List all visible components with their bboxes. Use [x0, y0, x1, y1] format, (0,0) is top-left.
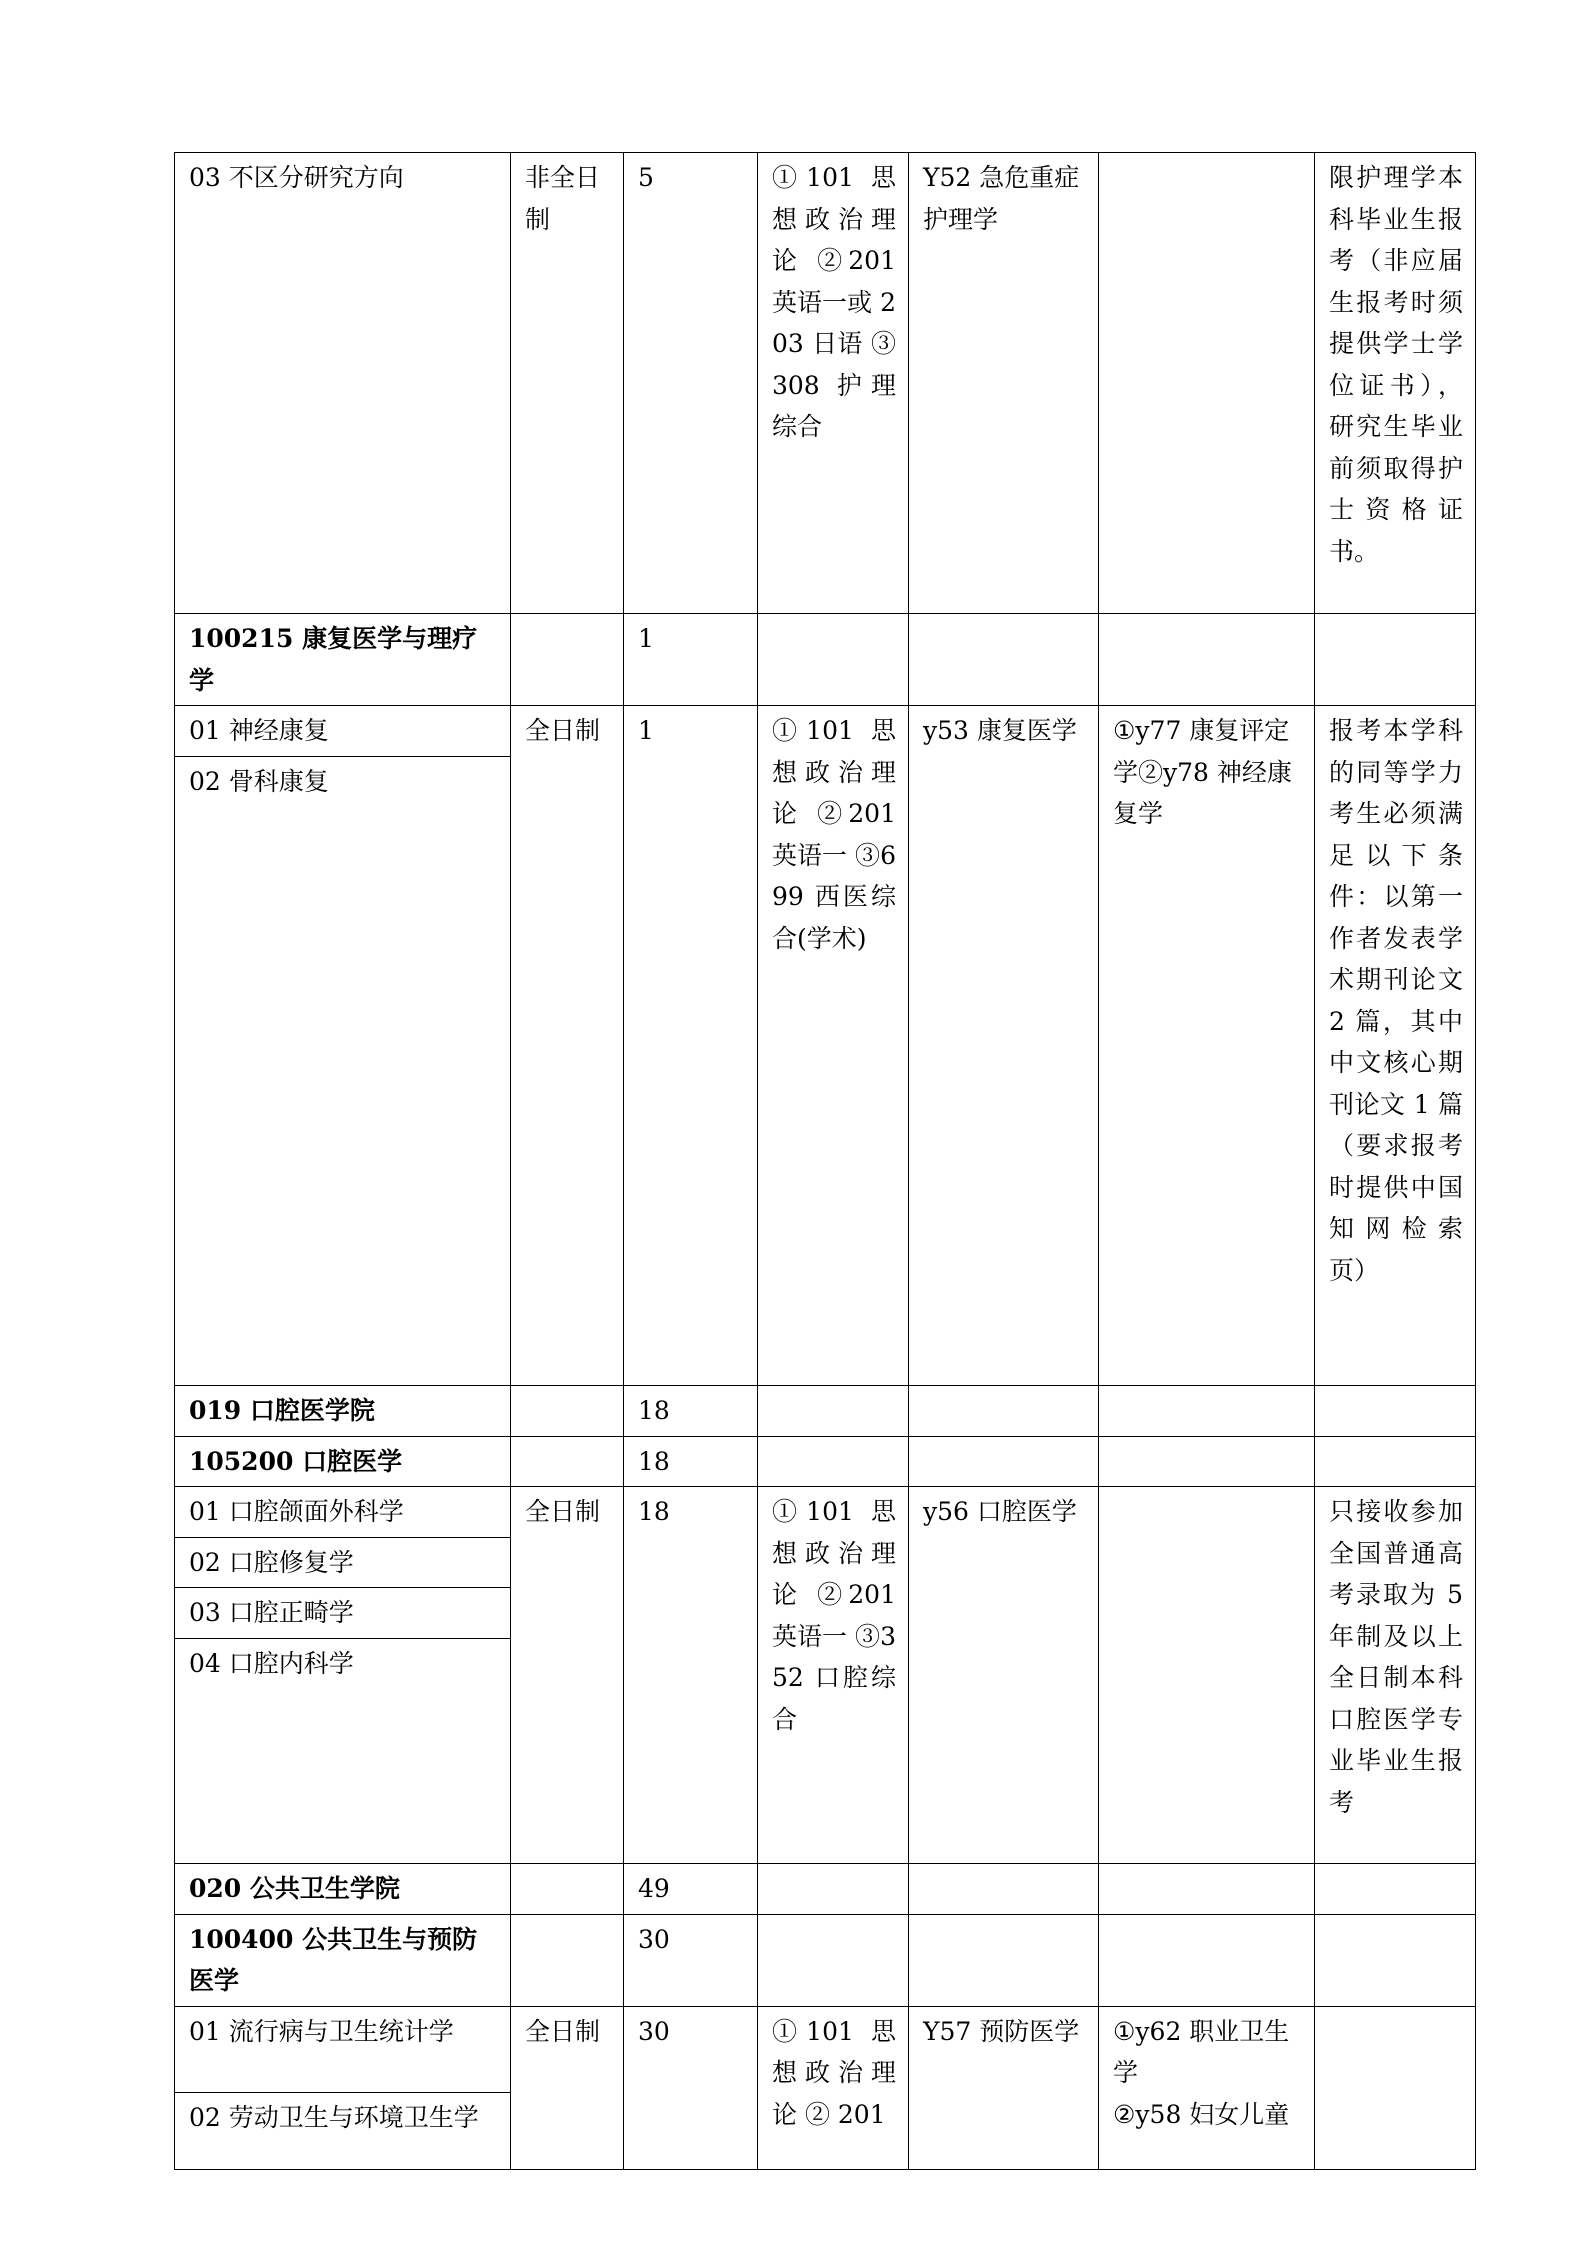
direction-item: 02 骨科康复	[189, 766, 329, 796]
enrollment-count-cell: 18	[624, 1436, 758, 1487]
study-mode-cell: 全日制	[511, 706, 624, 1386]
retest-subject-cell: Y57 预防医学	[909, 2006, 1099, 2169]
study-mode-cell: 全日制	[511, 1487, 624, 1864]
table-row	[175, 706, 1476, 1386]
direction-cell	[175, 1487, 511, 1864]
exam-subjects-cell: ①101 思想政治理论 ②201 英语一或 203 日语 ③308 护理综合	[758, 153, 909, 614]
enrollment-count-cell: 5	[624, 153, 758, 614]
major-row	[175, 1436, 1476, 1487]
exam-subjects-cell: ①101 思想政治理论 ② 201	[758, 2006, 909, 2169]
exam-subjects-cell: ①101 思想政治理论 ②201 英语一 ③699 西医综合(学术)	[758, 706, 909, 1386]
retest-subject-cell: Y52 急危重症护理学	[909, 153, 1099, 614]
major-name-cell: 105200 口腔医学	[175, 1436, 511, 1487]
direction-item: 01 口腔颌面外科学	[175, 1487, 510, 1538]
retest-subject-cell: y56 口腔医学	[909, 1487, 1099, 1864]
direction-item: 02 口腔修复学	[175, 1538, 510, 1589]
major-row	[175, 614, 1476, 706]
school-row	[175, 1864, 1476, 1915]
study-mode-cell: 全日制	[511, 2006, 624, 2169]
table-row	[175, 1487, 1476, 1864]
direction-item: 03 口腔正畸学	[175, 1588, 510, 1639]
study-mode-cell: 非全日制	[511, 153, 624, 614]
major-row	[175, 1914, 1476, 2006]
school-name-cell: 020 公共卫生学院	[175, 1864, 511, 1915]
enrollment-count-cell: 30	[624, 1914, 758, 2006]
enrollment-count-cell: 1	[624, 706, 758, 1386]
table-row	[175, 153, 1476, 614]
enrollment-count-cell: 18	[624, 1487, 758, 1864]
direction-cell	[175, 2006, 511, 2169]
extra-subjects-cell	[1099, 153, 1315, 614]
direction-item: 02 劳动卫生与环境卫生学	[189, 2102, 479, 2132]
school-name-cell: 019 口腔医学院	[175, 1386, 511, 1437]
major-name-cell: 100400 公共卫生与预防医学	[175, 1914, 511, 2006]
retest-subject-cell: y53 康复医学	[909, 706, 1099, 1386]
enrollment-count-cell: 30	[624, 2006, 758, 2169]
direction-item: 04 口腔内科学	[189, 1648, 354, 1678]
notes-cell: 报考本学科的同等学力考生必须满足以下条件：以第一作者发表学术期刊论文 2 篇，其中中文核心期刊论文 1 篇（要求报考时提供中国知网检索页）	[1315, 706, 1476, 1386]
notes-cell: 只接收参加全国普通高考录取为 5 年制及以上全日制本科口腔医学专业毕业生报考	[1315, 1487, 1476, 1864]
extra-subjects-cell	[1099, 1487, 1315, 1864]
major-name-cell: 100215 康复医学与理疗学	[175, 614, 511, 706]
direction-item: 01 神经康复	[175, 706, 510, 757]
enrollment-table	[174, 152, 1476, 2170]
extra-subjects-cell: ①y62 职业卫生学 ②y58 妇女儿童	[1099, 2006, 1315, 2169]
notes-cell	[1315, 2006, 1476, 2169]
enrollment-count-cell: 49	[624, 1864, 758, 1915]
extra-subjects-cell: ①y77 康复评定学②y78 神经康复学	[1099, 706, 1315, 1386]
table-row	[175, 2006, 1476, 2169]
school-row	[175, 1386, 1476, 1437]
direction-cell	[175, 706, 511, 1386]
exam-subjects-cell: ①101 思想政治理论 ②201 英语一 ③352 口腔综合	[758, 1487, 909, 1864]
direction-item: 01 流行病与卫生统计学	[175, 2007, 510, 2093]
enrollment-count-cell: 18	[624, 1386, 758, 1437]
notes-cell: 限护理学本科毕业生报考（非应届生报考时须提供学士学位证书），研究生毕业前须取得护士资格证书。	[1315, 153, 1476, 614]
enrollment-count-cell: 1	[624, 614, 758, 706]
direction-cell: 03 不区分研究方向	[175, 153, 511, 614]
